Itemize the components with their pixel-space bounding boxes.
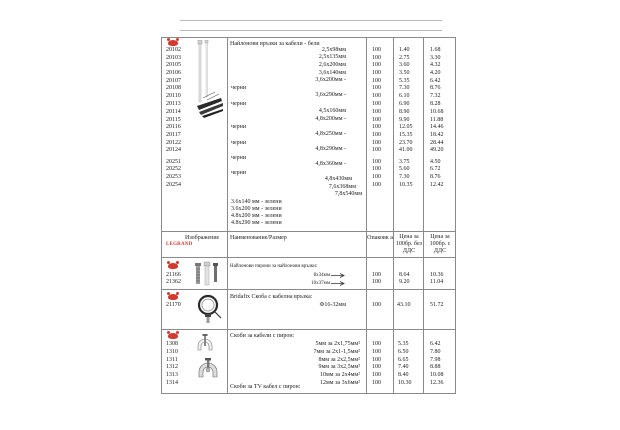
price-with-vat: 11.04 (430, 279, 444, 285)
product-code: 20253 (166, 174, 181, 180)
size-label: 2,5х135мм (318, 54, 346, 60)
qty: 100 (372, 140, 381, 146)
price-with-vat: 7.98 (430, 357, 441, 363)
price-with-vat: 7.80 (430, 349, 441, 355)
price-with-vat: 10.36 (430, 272, 444, 278)
price-with-vat: 1.68 (430, 47, 441, 53)
product-code: 20116 (166, 124, 181, 130)
price-with-vat: 49.20 (430, 147, 444, 153)
qty: 100 (372, 85, 381, 91)
crab-logo-icon (168, 40, 178, 46)
price-no-vat: 9.90 (399, 117, 410, 123)
price-no-vat: 5.35 (399, 78, 410, 84)
crab-logo-icon (168, 263, 178, 269)
qty: 100 (372, 117, 381, 123)
price-no-vat: 6.10 (399, 93, 410, 99)
qty: 100 (372, 70, 381, 76)
price-no-vat: 6.65 (398, 357, 409, 363)
green-note: 4.8х290 мм - зелени (231, 220, 282, 226)
size-label: 7,8х540мм (334, 191, 362, 197)
price-no-vat: 1.40 (399, 47, 410, 53)
cable-ties-image (193, 40, 225, 120)
price-no-vat: 15.35 (399, 132, 413, 138)
green-note: 4.8х200 мм - зелени (231, 213, 282, 219)
header-image: Изображение (185, 235, 220, 241)
color-note: черни (231, 155, 247, 161)
price-with-vat: 28.44 (430, 140, 444, 146)
header-pack: Опаковк а (367, 235, 393, 241)
price-no-vat: 5.35 (398, 341, 409, 347)
sec1-title: Найлонови връзки за кабели - бели (230, 41, 320, 47)
qty: 100 (372, 364, 381, 370)
qty: 100 (372, 174, 381, 180)
price-no-vat: 8.40 (398, 372, 409, 378)
product-code: 20115 (166, 117, 181, 123)
sec2-size: 8х34мм (313, 273, 330, 278)
qty: 100 (372, 159, 381, 165)
qty: 100 (372, 147, 381, 153)
price-with-vat: 8.76 (430, 174, 441, 180)
price-with-vat: 4.32 (430, 62, 441, 68)
price-no-vat: 6.50 (398, 349, 409, 355)
size-label: 7мм за 2х1-1,5мм² (313, 349, 360, 355)
price-with-vat: 11.88 (430, 117, 444, 123)
sec3-qty-cell (366, 289, 394, 330)
cable-tie-icon (331, 273, 345, 278)
price-with-vat: 7.32 (430, 93, 441, 99)
price-no-vat: 43.10 (397, 302, 411, 308)
qty: 100 (372, 279, 381, 285)
qty: 100 (372, 132, 381, 138)
crab-logo-icon (168, 294, 178, 300)
qty: 100 (372, 124, 381, 130)
qty: 100 (372, 372, 381, 378)
size-label: 3,6х290мм - (315, 92, 346, 98)
color-note: черни (231, 101, 247, 107)
qty: 100 (372, 380, 381, 386)
size-label: 2,6х200мм (318, 62, 346, 68)
product-code: 21362 (166, 279, 181, 285)
price-with-vat: 3.30 (430, 55, 441, 61)
price-with-vat: 6.72 (430, 166, 441, 172)
price-no-vat: 23.70 (399, 140, 413, 146)
sec3-title: Bridafix Скоба с кабелна връзка: (230, 294, 313, 300)
price-no-vat: 7.40 (398, 364, 409, 370)
size-label: 5мм за 2х1,75мм² (315, 341, 360, 347)
qty: 100 (372, 357, 381, 363)
color-note: черни (231, 170, 247, 176)
price-with-vat: 4.20 (430, 70, 441, 76)
price-with-vat: 8.28 (430, 101, 441, 107)
qty: 100 (372, 47, 381, 53)
crab-logo-icon (168, 333, 178, 339)
price-with-vat: 51.72 (430, 302, 444, 308)
price-no-vat: 6.90 (399, 101, 410, 107)
size-label: 4,8х200мм - (315, 116, 346, 122)
green-note: 3.6х140 мм - зелени (231, 199, 282, 205)
price-with-vat: 18.42 (430, 132, 444, 138)
cable-clamp-image (194, 292, 224, 324)
price-no-vat: 2.75 (399, 55, 410, 61)
price-no-vat: 7.30 (399, 85, 410, 91)
qty: 100 (372, 62, 381, 68)
product-code: 20105 (166, 62, 181, 68)
product-code: 20251 (166, 159, 181, 165)
size-label: 8мм за 2х2,5мм² (318, 357, 360, 363)
price-with-vat: 12.36 (430, 380, 444, 386)
top-rule (180, 30, 442, 31)
sec4-footer: Скоби за TV кабел с пирон: (230, 384, 301, 390)
qty: 100 (372, 78, 381, 84)
product-code: 20117 (166, 132, 181, 138)
header-price2: Цена за 100бр. с ДДС (429, 234, 451, 254)
product-code: 1308 (166, 341, 178, 347)
product-code: 20106 (166, 70, 181, 76)
price-no-vat: 3.50 (399, 70, 410, 76)
product-code: 1314 (166, 380, 178, 386)
green-note: 3.6х200 мм - зелени (231, 206, 282, 212)
price-no-vat: 41.00 (399, 147, 413, 153)
qty: 100 (372, 55, 381, 61)
size-label: 12мм за 3х6мм² (319, 380, 360, 386)
qty: 100 (372, 166, 381, 172)
top-rule (180, 20, 442, 21)
product-code: 1313 (166, 372, 178, 378)
price-with-vat: 6.42 (430, 341, 441, 347)
qty: 100 (372, 109, 381, 115)
price-with-vat: 14.46 (430, 124, 444, 130)
wall-plug-image (193, 261, 225, 287)
price-no-vat: 10.35 (399, 182, 413, 188)
size-label: 9мм за 3х2,5мм² (318, 364, 360, 370)
qty: 100 (372, 182, 381, 188)
sec2-size: 10х37мм (311, 281, 330, 286)
price-no-vat: 5.60 (399, 166, 410, 172)
sec3-price2-cell (423, 289, 456, 330)
price-no-vat: 3.60 (399, 62, 410, 68)
size-label: 4,8х430мм (324, 176, 352, 182)
qty: 100 (372, 341, 381, 347)
color-note: черни (231, 124, 247, 130)
sec2-title: Найлонови пирони за найлонови връзки: (230, 264, 318, 269)
color-note: черни (231, 140, 247, 146)
sec4-title: Скоби за кабели с пирон: (230, 333, 295, 339)
sec3-price1-cell (393, 289, 424, 330)
nail-clip-image (193, 332, 225, 390)
size-label: 7,6х368мм (328, 184, 356, 190)
price-with-vat: 8.88 (430, 364, 441, 370)
product-code: 1311 (166, 357, 178, 363)
size-label: 4,8х360мм - (315, 161, 346, 167)
product-code: 20252 (166, 166, 181, 172)
size-label: 4,8х250мм - (315, 131, 346, 137)
price-with-vat: 10.08 (430, 372, 444, 378)
product-code: 20108 (166, 85, 181, 91)
product-code: 20122 (166, 140, 181, 146)
header-price1: Цена за 100бр. без ДДС (395, 234, 423, 254)
product-code: 21170 (166, 302, 181, 308)
size-label: 4,5х160мм (318, 108, 346, 114)
color-note: черни (231, 85, 247, 91)
price-no-vat: 3.75 (399, 159, 410, 165)
size-label: 4,8х290мм - (315, 146, 346, 152)
price-with-vat: 4.50 (430, 159, 441, 165)
price-with-vat: 6.42 (430, 78, 441, 84)
qty: 100 (372, 302, 381, 308)
header-name: Наименование/Размер (230, 235, 287, 241)
price-with-vat: 12.42 (430, 182, 444, 188)
price-no-vat: 10.30 (398, 380, 412, 386)
price-no-vat: 9.20 (399, 279, 410, 285)
qty: 100 (372, 349, 381, 355)
price-with-vat: 10.68 (430, 109, 444, 115)
cable-tie-icon (331, 281, 345, 286)
product-code: 1310 (166, 349, 178, 355)
size-label: 3,6х200мм - (315, 77, 346, 83)
sec3-size: Ф16-32мм (319, 302, 346, 308)
size-label: 10мм за 2х4мм² (319, 372, 360, 378)
brand-logo-icon: LEGRAND (166, 242, 193, 247)
product-code: 20124 (166, 147, 181, 153)
price-no-vat: 8.90 (399, 109, 410, 115)
qty: 100 (372, 93, 381, 99)
price-no-vat: 8.64 (399, 272, 410, 278)
price-no-vat: 12.05 (399, 124, 413, 130)
product-code: 20113 (166, 101, 181, 107)
product-code: 20102 (166, 47, 181, 53)
qty: 100 (372, 101, 381, 107)
product-code: 20110 (166, 93, 181, 99)
product-code: 20114 (166, 109, 181, 115)
product-code: 20103 (166, 55, 181, 61)
product-code: 20107 (166, 78, 181, 84)
qty: 100 (372, 272, 381, 278)
product-code: 21166 (166, 272, 181, 278)
product-code: 20254 (166, 182, 181, 188)
price-no-vat: 7.30 (399, 174, 410, 180)
price-with-vat: 8.76 (430, 85, 441, 91)
size-label: 2,5х98мм (321, 47, 346, 53)
product-code: 1312 (166, 364, 178, 370)
size-label: 3,6х140мм (318, 70, 346, 76)
